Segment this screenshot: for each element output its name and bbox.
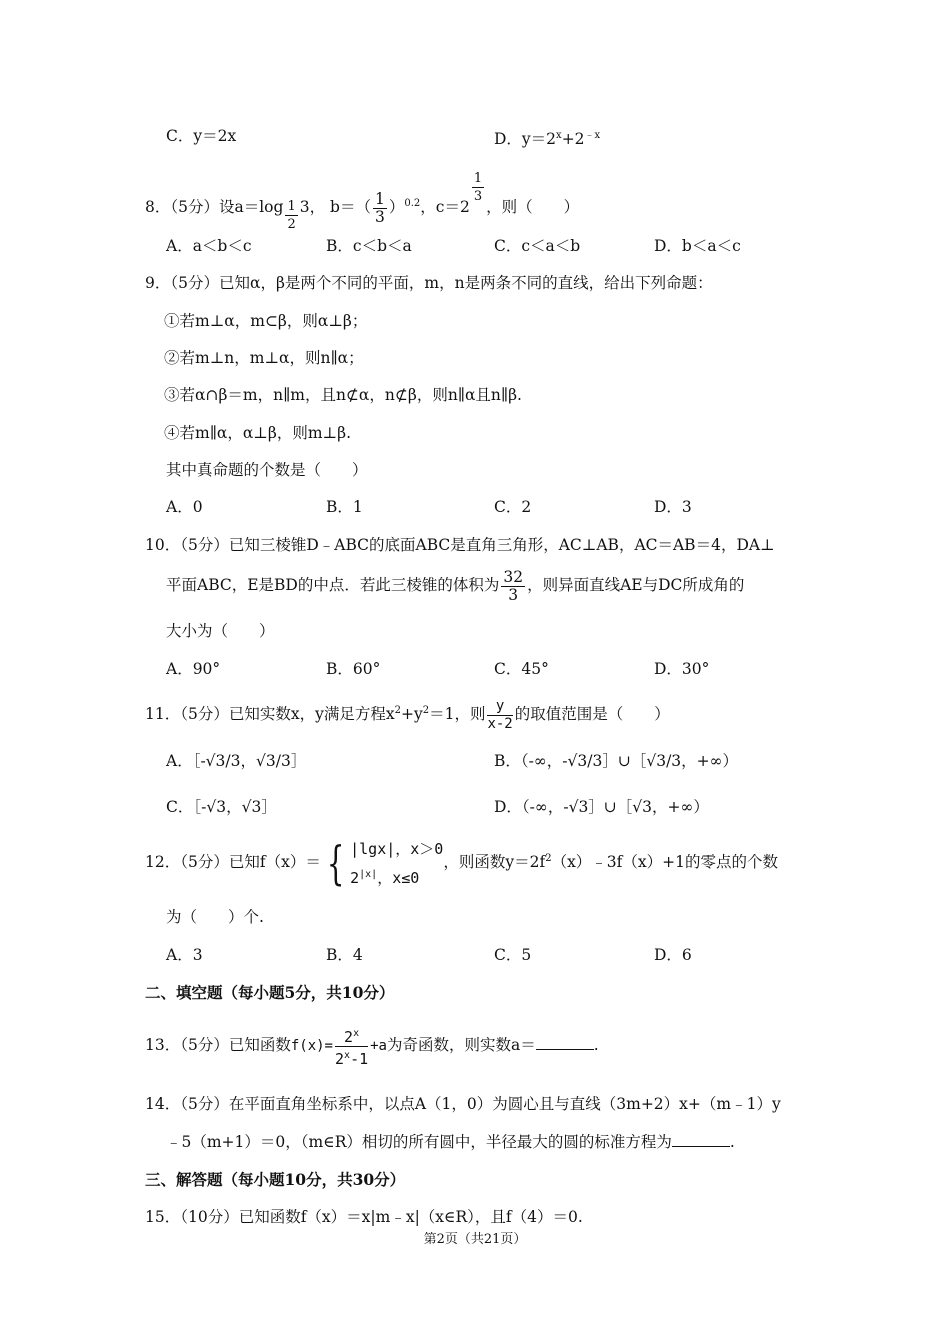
question-8-stem: 8．（5分）设a＝log $\frac{1}{2}$ 3， b＝（ $\frac{1}{3}$ ）$^{0.2}$，c＝2 $\frac{1}{3}$ ，则（ ） (145, 171, 580, 232)
q9-proposition-1: ①若m⊥α，m⊂β，则α⊥β； (164, 312, 368, 330)
q8-option-c: C．c＜a＜b (494, 237, 581, 255)
q12-piecewise: |lgx|，x＞0 $2^{|x|}$，x≤0 (350, 839, 444, 887)
q13-answer-blank (536, 1035, 594, 1050)
q7-option-c: C．y＝2x (166, 127, 237, 145)
question-12-stem: 12．（5分）已知f（x）＝ { |lgx|，x＞0 $2^{|x|}$，x≤0 ，则函数$y=2f^2(x)﹣3f(x)+1$的零点的个数 (145, 836, 778, 891)
q12-option-c: C．5 (494, 946, 532, 964)
q10-option-d: D．30° (654, 660, 710, 678)
q11-option-a: A．［-√3/3，√3/3］ (166, 752, 307, 770)
q8-option-b: B．c＜b＜a (326, 237, 412, 255)
question-14-line1: 14．（5分）在平面直角坐标系中，以点A（1，0）为圆心且与直线（3m+2）x+（m﹣1）y (145, 1095, 781, 1113)
q9-option-d: D．3 (654, 498, 692, 516)
q11-option-d: D．（-∞，-√3］∪［√3，+∞） (494, 798, 709, 816)
question-11-stem: 11．（5分）已知实数x，y满足方程$x^2+y^2=1$，则 $\frac{y}{x-2}$ 的取值范围是（ ） (145, 697, 670, 732)
question-15-stem: 15．（10分）已知函数f（x）＝x|m﹣x|（x∈R），且f（4）＝0. (145, 1208, 583, 1226)
q9-option-a: A．0 (166, 498, 203, 516)
question-10-line2: 平面ABC，E是BD的中点．若此三棱锥的体积为 $\frac{32}{3}$ ，则异面直线AE与DC所成角的 (166, 567, 745, 604)
q12-option-a: A．3 (166, 946, 203, 964)
q9-option-c: C．2 (494, 498, 532, 516)
q9-option-b: B．1 (326, 498, 363, 516)
question-10-line3: 大小为（ ） (166, 622, 275, 640)
question-12-line2: 为（ ）个. (166, 908, 264, 926)
q9-proposition-3: ③若α∩β＝m，n∥m，且n⊄α，n⊄β，则n∥α且n∥β. (164, 386, 522, 404)
q9-proposition-4: ④若m∥α，α⊥β，则m⊥β. (164, 424, 351, 442)
q7-option-d: D．$y=2^x+2^{﹣x}$ (494, 130, 601, 149)
section-2-heading: 二、填空题（每小题5分，共10分） (145, 983, 395, 1002)
question-9-stem: 9．（5分）已知α，β是两个不同的平面，m，n是两条不同的直线，给出下列命题： (145, 274, 713, 292)
question-14-line2: ﹣5（m+1）＝0，（m∈R）相切的所有圆中，半径最大的圆的标准方程为 . (166, 1133, 735, 1151)
q12-option-b: B．4 (326, 946, 363, 964)
q10-option-c: C．45° (494, 660, 549, 678)
q8-option-a: A．a＜b＜c (166, 237, 252, 255)
q8-option-d: D．b＜a＜c (654, 237, 741, 255)
page-footer: 第2页（共21页） (423, 1232, 527, 1247)
q10-option-a: A．90° (166, 660, 221, 678)
q12-option-d: D．6 (654, 946, 692, 964)
section-3-heading: 三、解答题（每小题10分，共30分） (145, 1170, 406, 1189)
q11-option-c: C．［-√3，√3］ (166, 798, 277, 816)
question-13-stem: 13．（5分）已知函数f(x)= $\frac{2^x}{2^x-1}$ +a为奇函数，则实数a＝ . (145, 1022, 599, 1069)
q9-ask: 其中真命题的个数是（ ） (166, 461, 368, 479)
q11-option-b: B．（-∞，-√3/3］∪［√3/3，+∞） (494, 752, 739, 770)
q9-proposition-2: ②若m⊥n，m⊥α，则n∥α； (164, 349, 364, 367)
question-10-line1: 10．（5分）已知三棱锥D﹣ABC的底面ABC是直角三角形，AC⊥AB，AC＝AB＝4，DA⊥ (145, 536, 775, 554)
q10-option-b: B．60° (326, 660, 381, 678)
q14-answer-blank (672, 1132, 730, 1147)
